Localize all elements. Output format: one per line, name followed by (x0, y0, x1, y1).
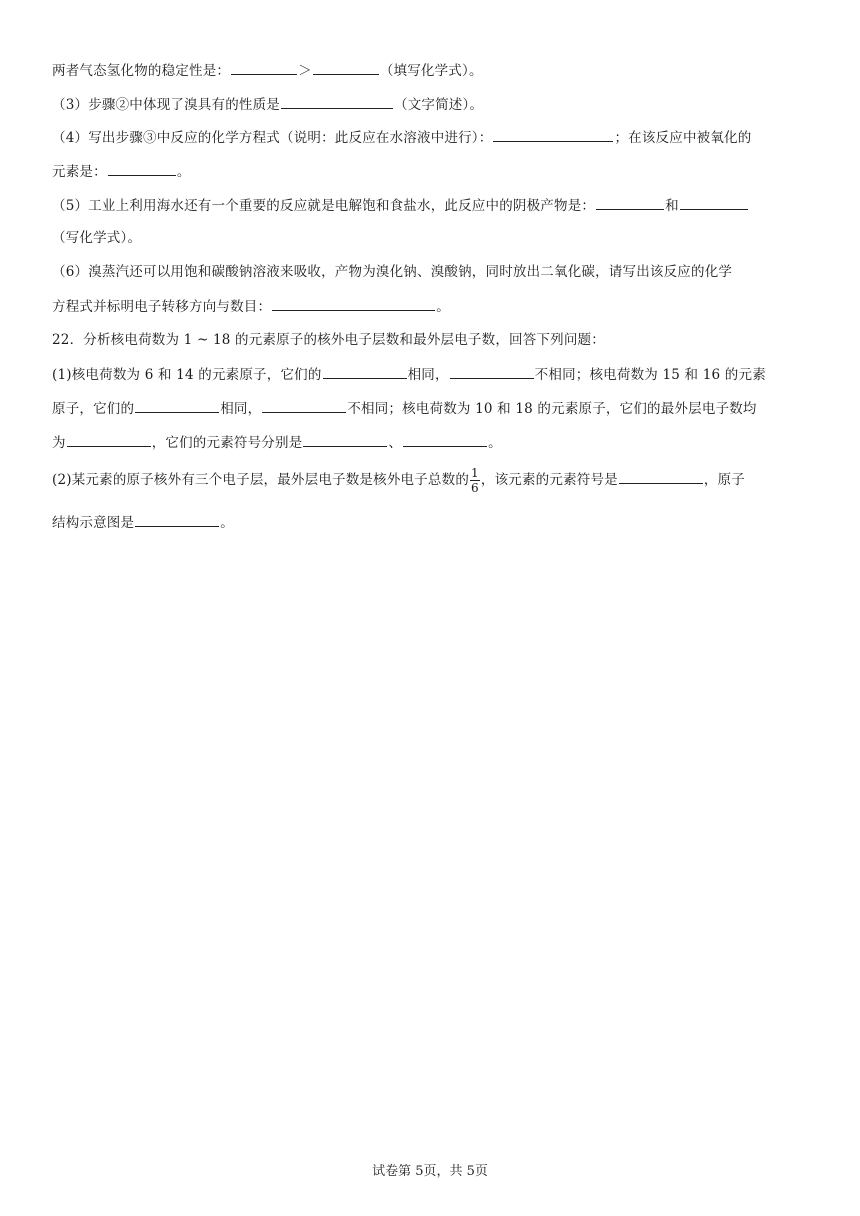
answer-blank[interactable] (262, 398, 346, 413)
text-line (52, 432, 812, 453)
text: 相同， (407, 367, 449, 383)
answer-blank[interactable] (619, 469, 703, 484)
text-line (52, 161, 812, 182)
text-line (52, 60, 812, 81)
text: （文字简述）。 (394, 97, 484, 113)
answer-blank[interactable] (493, 127, 613, 142)
text: 元素是： (52, 164, 107, 180)
answer-blank[interactable] (135, 512, 219, 527)
text: （填写化学式）。 (379, 63, 483, 79)
text: 两者气态氢化物的稳定性是： (52, 63, 231, 79)
text: (1)核电荷数为 6 和 14 的元素原子，它们的 (52, 367, 322, 383)
text: 。 (176, 164, 191, 180)
text: 方程式并标明电子转移方向与数目： (52, 299, 272, 315)
text: 相同， (220, 401, 262, 417)
text: 、 (388, 435, 403, 451)
text-line (52, 94, 812, 115)
text-line (52, 228, 812, 248)
text: ，它们的元素符号分别是 (151, 435, 303, 451)
text-line (52, 262, 812, 282)
answer-blank[interactable] (135, 398, 219, 413)
question-title (52, 330, 812, 350)
text: ＞ (298, 63, 312, 79)
answer-blank[interactable] (596, 195, 664, 210)
text: 结构示意图是 (52, 515, 135, 531)
fraction-numerator: 1 (471, 466, 479, 480)
text: 。 (436, 299, 450, 315)
answer-blank[interactable] (450, 364, 534, 379)
text-line (52, 466, 812, 495)
answer-blank[interactable] (272, 296, 435, 311)
text-line (52, 296, 812, 317)
text: 22．分析核电荷数为 1 ~ 18 的元素原子的核外电子层数和最外层电子数，回答下列问题： (52, 332, 605, 348)
text: 和 (665, 198, 679, 214)
fraction (470, 466, 480, 495)
text: ，该元素的元素符号是 (480, 472, 618, 488)
answer-blank[interactable] (680, 195, 748, 210)
text: （写化学式）。 (52, 230, 142, 246)
text: （4）写出步骤③中反应的化学方程式（说明：此反应在水溶液中进行）： (52, 130, 493, 146)
answer-blank[interactable] (303, 432, 387, 447)
answer-blank[interactable] (108, 161, 176, 176)
text: 不相同；核电荷数为 15 和 16 的元素 (534, 367, 766, 383)
text: 原子，它们的 (52, 401, 135, 417)
text: 为 (52, 435, 66, 451)
text-line (52, 364, 812, 385)
text-line (52, 127, 812, 148)
answer-blank[interactable] (231, 60, 297, 75)
answer-blank[interactable] (281, 94, 393, 109)
text: ，原子 (703, 472, 745, 488)
text: （3）步骤②中体现了溴具有的性质是 (52, 97, 280, 113)
text: 。 (220, 515, 234, 531)
text: 不相同；核电荷数为 10 和 18 的元素原子，它们的最外层电子数均 (347, 401, 757, 417)
answer-blank[interactable] (403, 432, 487, 447)
text-line (52, 512, 812, 533)
answer-blank[interactable] (323, 364, 407, 379)
text: ；在该反应中被氧化的 (614, 130, 752, 146)
answer-blank[interactable] (67, 432, 151, 447)
text-line (52, 398, 812, 419)
text: （6）溴蒸汽还可以用饱和碳酸钠溶液来吸收，产物为溴化钠、溴酸钠，同时放出二氧化碳，请写出该反应的化学 (52, 264, 733, 280)
answer-blank[interactable] (313, 60, 379, 75)
page-footer: 试卷第 5页，共 5页 (372, 1164, 488, 1179)
text: （5）工业上利用海水还有一个重要的反应就是电解饱和食盐水，此反应中的阴极产物是： (52, 198, 596, 214)
text: 。 (488, 435, 502, 451)
text-line (52, 195, 812, 216)
text: (2)某元素的原子核外有三个电子层，最外层电子数是核外电子总数的 (52, 472, 470, 488)
fraction-denominator: 6 (471, 481, 479, 495)
